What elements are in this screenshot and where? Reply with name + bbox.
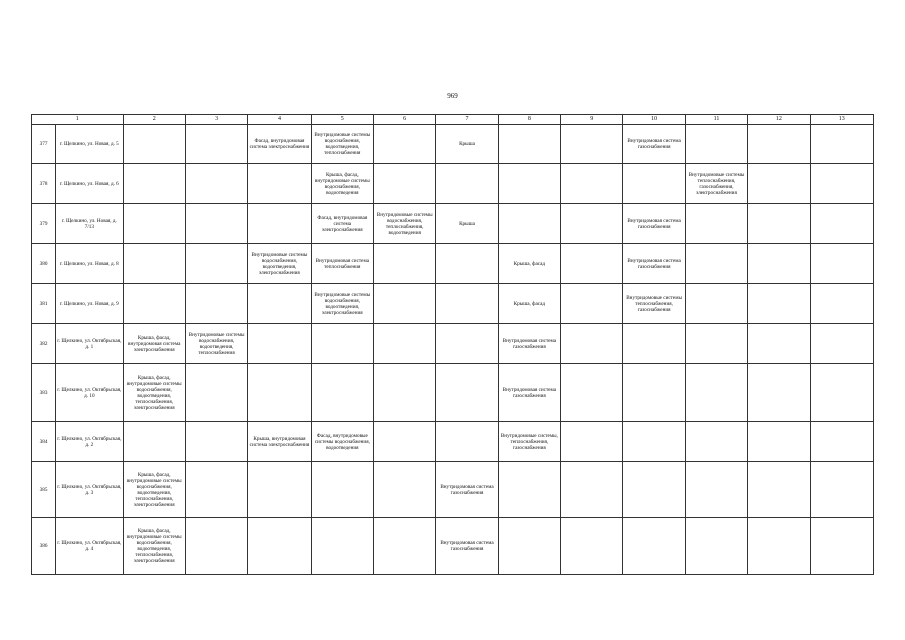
work-type-cell [623,462,685,518]
work-type-cell [623,164,685,204]
work-type-cell [373,422,435,462]
table-row [32,244,874,284]
work-type-cell: Фасад, внутридомовая система электроснабжения [311,204,373,244]
row-number: 381 [32,284,56,324]
work-type-cell [123,164,185,204]
work-type-cell: Внутридомовые системы водоснабжения, водоотведения, теплоснабжения [311,125,373,164]
work-type-cell [436,364,498,422]
work-type-cell [685,125,747,164]
row-number: 377 [32,125,56,164]
work-type-cell [561,284,623,324]
work-type-cell [810,244,874,284]
column-header: 6 [373,115,435,125]
work-type-cell: Фасад, внутридомовые системы водоснабжения, водоотведения [311,422,373,462]
work-type-cell [436,422,498,462]
work-type-cell [561,244,623,284]
page-number: 969 [447,92,458,100]
work-type-cell [498,462,560,518]
work-type-cell [373,164,435,204]
column-number-row [32,115,874,125]
work-type-cell: Внутридомовая система газоснабжения [498,324,560,364]
repair-schedule-table [31,114,874,575]
work-type-cell: Внутридомовая система газоснабжения [498,364,560,422]
work-type-cell [810,164,874,204]
work-type-cell [185,518,247,575]
column-header: 8 [498,115,560,125]
work-type-cell [436,324,498,364]
work-type-cell [810,422,874,462]
row-number: 386 [32,518,56,575]
table-row [32,284,874,324]
work-type-cell [123,284,185,324]
work-type-cell [185,164,247,204]
work-type-cell: Крыша, фасад, внутридомовые системы водоснабжения, водоотведения, теплоснабжения, электроснабжения [123,364,185,422]
work-type-cell [373,284,435,324]
column-header: 10 [623,115,685,125]
work-type-cell: Крыша, фасад [498,284,560,324]
work-type-cell [748,164,810,204]
table-row [32,204,874,244]
work-type-cell [123,204,185,244]
address-cell: г. Щелкино, ул. Октябрьская, д. 2 [56,422,123,462]
column-header: 1 [32,115,124,125]
address-cell: г. Щелкино, ул. Новая, д. 9 [56,284,123,324]
work-type-cell [748,518,810,575]
work-type-cell: Внутридомовые системы водоснабжения, водоотведения, электроснабжения [248,244,311,284]
work-type-cell [373,125,435,164]
work-type-cell: Крыша [436,125,498,164]
work-type-cell: Внутридомовая система газоснабжения [436,518,498,575]
work-type-cell [561,364,623,422]
work-type-cell [185,244,247,284]
work-type-cell [810,204,874,244]
work-type-cell: Крыша, фасад, внутридомовые системы водоснабжения, водоотведения, теплоснабжения, электроснабжения [123,518,185,575]
work-type-cell [623,324,685,364]
work-type-cell [810,125,874,164]
work-type-cell: Внутридомовые системы водоснабжения, водоотведения, теплоснабжения [185,324,247,364]
work-type-cell [498,164,560,204]
work-type-cell: Внутридомовая система газоснабжения [623,204,685,244]
work-type-cell [748,284,810,324]
work-type-cell [373,324,435,364]
work-type-cell: Внутридомовая система газоснабжения [436,462,498,518]
work-type-cell: Внутридомовая система теплоснабжения [311,244,373,284]
work-type-cell [561,422,623,462]
work-type-cell [685,284,747,324]
row-number: 382 [32,324,56,364]
work-type-cell [685,518,747,575]
work-type-cell: Крыша, фасад [498,244,560,284]
work-type-cell [185,462,247,518]
work-type-cell [748,204,810,244]
work-type-cell [810,364,874,422]
work-type-cell [561,462,623,518]
work-type-cell [810,284,874,324]
work-type-cell [311,324,373,364]
work-type-cell [623,518,685,575]
work-type-cell [685,204,747,244]
work-type-cell [685,364,747,422]
work-type-cell [561,125,623,164]
work-type-cell [248,284,311,324]
row-number: 383 [32,364,56,422]
work-type-cell [685,422,747,462]
address-cell: г. Щелкино, ул. Новая, д. 7/13 [56,204,123,244]
work-type-cell [185,204,247,244]
column-header: 12 [748,115,810,125]
work-type-cell [248,164,311,204]
work-type-cell [373,244,435,284]
work-type-cell [373,364,435,422]
address-cell: г. Щелкино, ул. Октябрьская, д. 1 [56,324,123,364]
work-type-cell [685,462,747,518]
work-type-cell: Внутридомовые системы водоснабжения, водоотведения, электроснабжения [311,284,373,324]
work-type-cell [436,284,498,324]
work-type-cell [123,422,185,462]
work-type-cell [810,462,874,518]
work-type-cell: Внутридомовые системы, теплоснабжения, газоснабжения [498,422,560,462]
work-type-cell: Крыша, внутридомовая система электроснабжения [248,422,311,462]
table-row [32,125,874,164]
work-type-cell: Крыша, фасад, внутридомовые системы водоснабжения, водоотведения, теплоснабжения, электроснабжения [123,462,185,518]
address-cell: г. Щелкино, ул. Октябрьская, д. 3 [56,462,123,518]
work-type-cell [810,518,874,575]
work-type-cell [185,125,247,164]
table-row [32,164,874,204]
work-type-cell: Внутридомовая система газоснабжения [623,244,685,284]
work-type-cell [248,518,311,575]
work-type-cell [748,462,810,518]
work-type-cell [561,204,623,244]
address-cell: г. Щелкино, ул. Октябрьская, д. 4 [56,518,123,575]
work-type-cell: Внутридомовые системы теплоснабжения, газоснабжения, электроснабжения [685,164,747,204]
work-type-cell: Крыша [436,204,498,244]
column-header: 3 [185,115,247,125]
table-row [32,518,874,575]
address-cell: г. Щелкино, ул. Новая, д. 8 [56,244,123,284]
work-type-cell [248,462,311,518]
work-type-cell [123,125,185,164]
column-header: 4 [248,115,311,125]
work-type-cell [123,244,185,284]
work-type-cell: Внутридомовые системы водоснабжения, теплоснабжения, водоотведения [373,204,435,244]
work-type-cell: Внутридомовая система газоснабжения [623,125,685,164]
column-header: 11 [685,115,747,125]
work-type-cell: Фасад, внутридомовая система электроснабжения [248,125,311,164]
work-type-cell [498,204,560,244]
work-type-cell [311,462,373,518]
work-type-cell [436,164,498,204]
work-type-cell [373,462,435,518]
work-type-cell [623,364,685,422]
column-header: 5 [311,115,373,125]
work-type-cell [436,244,498,284]
work-type-cell [561,164,623,204]
row-number: 384 [32,422,56,462]
work-type-cell: Внутридомовые системы теплоснабжения, газоснабжения [623,284,685,324]
row-number: 379 [32,204,56,244]
work-type-cell [561,324,623,364]
address-cell: г. Щелкино, ул. Октябрьская, д. 10 [56,364,123,422]
work-type-cell [248,204,311,244]
row-number: 385 [32,462,56,518]
work-type-cell: Крыша, фасад, внутридомовые системы водоснабжения, водоотведения [311,164,373,204]
work-type-cell [685,324,747,364]
work-type-cell [248,364,311,422]
column-header: 9 [561,115,623,125]
work-type-cell [498,125,560,164]
table-row [32,462,874,518]
work-type-cell: Крыша, фасад, внутридомовая система электроснабжения [123,324,185,364]
column-header: 2 [123,115,185,125]
work-type-cell [248,324,311,364]
row-number: 378 [32,164,56,204]
work-type-cell [561,518,623,575]
work-type-cell [748,422,810,462]
work-type-cell [373,518,435,575]
work-type-cell [185,284,247,324]
work-type-cell [185,422,247,462]
work-type-cell [311,518,373,575]
work-type-cell [185,364,247,422]
work-type-cell [748,324,810,364]
address-cell: г. Щелкино, ул. Новая, д. 6 [56,164,123,204]
work-type-cell [623,422,685,462]
work-type-cell [748,364,810,422]
table-row [32,422,874,462]
address-cell: г. Щелкино, ул. Новая, д. 5 [56,125,123,164]
table-row [32,324,874,364]
table-row [32,364,874,422]
column-header: 13 [810,115,874,125]
work-type-cell [498,518,560,575]
column-header: 7 [436,115,498,125]
work-type-cell [748,244,810,284]
work-type-cell [311,364,373,422]
work-type-cell [810,324,874,364]
row-number: 380 [32,244,56,284]
work-type-cell [685,244,747,284]
work-type-cell [748,125,810,164]
